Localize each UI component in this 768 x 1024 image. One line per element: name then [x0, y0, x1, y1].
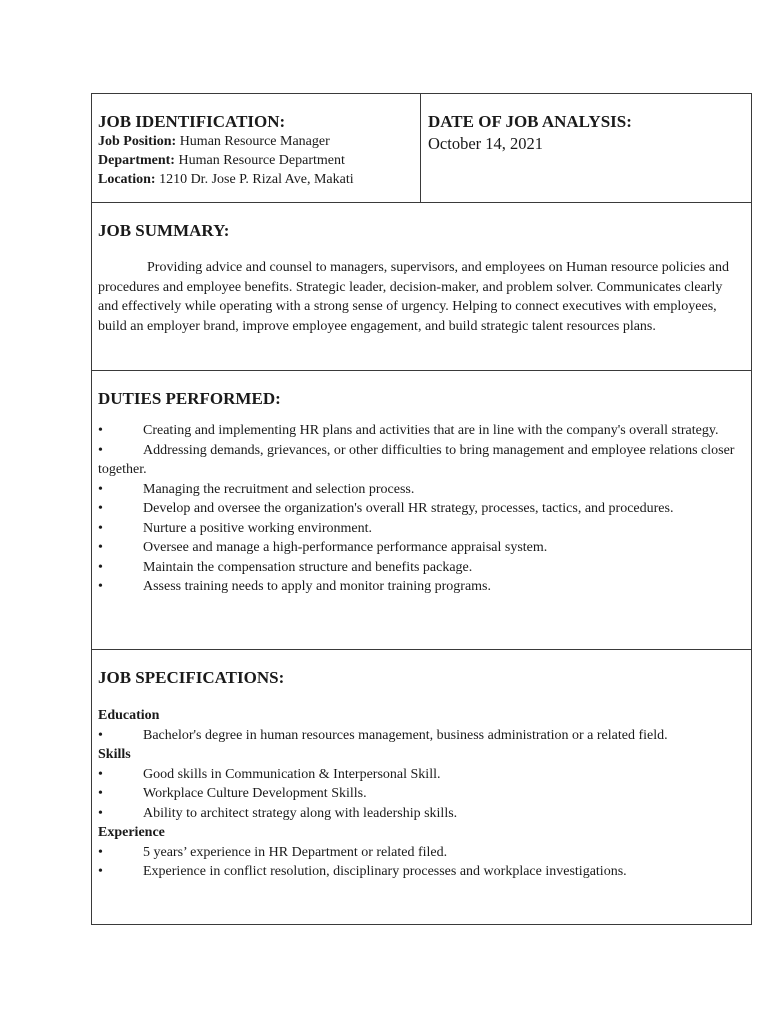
list-item	[98, 577, 745, 597]
date-of-analysis-heading: DATE OF JOB ANALYSIS:	[428, 112, 632, 131]
list-item	[98, 480, 745, 500]
list-item	[98, 558, 745, 578]
location-label: Location:	[98, 172, 156, 187]
duties-list	[98, 421, 745, 597]
skill-text: Ability to architect strategy along with leadership skills.	[143, 805, 458, 821]
bullet-icon: •	[98, 520, 103, 536]
list-item	[98, 441, 745, 480]
list-item	[98, 538, 745, 558]
identification-row	[92, 94, 751, 203]
list-item	[98, 862, 745, 882]
list-item	[98, 804, 745, 824]
skill-text: Good skills in Communication & Interpersonal Skill.	[143, 766, 441, 782]
list-item	[98, 726, 745, 746]
duties-section	[92, 371, 751, 650]
department-value: Human Resource Department	[178, 153, 345, 168]
job-summary-heading: JOB SUMMARY:	[98, 221, 230, 240]
duty-text: Develop and oversee the organization's overall HR strategy, processes, tactics, and procedures.	[143, 501, 674, 516]
skills-subheading: Skills	[98, 747, 131, 762]
bullet-icon: •	[98, 559, 103, 575]
bullet-icon: •	[98, 727, 103, 743]
specifications-section	[92, 650, 751, 924]
bullet-icon: •	[98, 423, 103, 438]
list-item	[98, 843, 745, 863]
duty-text: Oversee and manage a high-performance performance appraisal system.	[143, 540, 548, 555]
bullet-icon: •	[98, 864, 103, 879]
education-subheading: Education	[98, 708, 160, 723]
specifications-heading: JOB SPECIFICATIONS:	[98, 668, 285, 687]
bullet-icon: •	[98, 786, 103, 801]
education-text: Bachelor's degree in human resources management, business administration or a related field.	[143, 727, 668, 743]
bullet-icon: •	[98, 540, 103, 555]
bullet-icon: •	[98, 579, 103, 594]
skill-text: Workplace Culture Development Skills.	[143, 786, 367, 801]
bullet-icon: •	[98, 805, 103, 821]
experience-text: 5 years’ experience in HR Department or related filed.	[143, 844, 448, 860]
duty-text: Creating and implementing HR plans and activities that are in line with the company's overall strategy.	[143, 423, 719, 438]
job-position-value: Human Resource Manager	[179, 134, 330, 149]
duty-text: Addressing demands, grievances, or other difficulties to bring management and employee relations closer together.	[98, 442, 735, 477]
job-position-field	[98, 132, 420, 151]
duty-text: Assess training needs to apply and monitor training programs.	[143, 579, 491, 594]
list-item	[98, 421, 745, 441]
experience-text: Experience in conflict resolution, disciplinary processes and workplace investigations.	[143, 864, 627, 879]
duties-heading: DUTIES PERFORMED:	[98, 389, 281, 408]
list-item	[98, 784, 745, 804]
job-summary-text: Providing advice and counsel to managers, supervisors, and employees on Human resource policies and procedures and employee benefits. Strategic leader, decision-maker, and problem solver. Communicates clearly and effectively while operating with a strong sense of urgency. Helping to connect executives with employees, build an employer brand, improve employee engagement, and build strategic talent resources plans.	[98, 260, 730, 334]
job-summary-section	[92, 203, 751, 371]
duty-text: Maintain the compensation structure and benefits package.	[143, 559, 473, 575]
date-of-analysis-value: October 14, 2021	[428, 134, 544, 153]
bullet-icon: •	[98, 442, 103, 458]
duty-text: Nurture a positive working environment.	[143, 520, 373, 536]
department-label: Department:	[98, 153, 175, 168]
list-item	[98, 765, 745, 785]
bullet-icon: •	[98, 481, 103, 497]
bullet-icon: •	[98, 844, 103, 860]
job-identification-cell	[92, 94, 421, 202]
list-item	[98, 499, 745, 519]
department-field	[98, 151, 420, 170]
location-field	[98, 170, 420, 189]
job-identification-heading: JOB IDENTIFICATION:	[98, 112, 286, 131]
list-item	[98, 519, 745, 539]
duty-text: Managing the recruitment and selection process.	[143, 481, 415, 497]
job-position-label: Job Position:	[98, 134, 177, 149]
experience-subheading: Experience	[98, 825, 165, 840]
bullet-icon: •	[98, 766, 103, 782]
job-analysis-form	[91, 93, 752, 925]
bullet-icon: •	[98, 501, 103, 516]
date-of-analysis-cell	[421, 94, 751, 202]
location-value: 1210 Dr. Jose P. Rizal Ave, Makati	[159, 172, 354, 187]
